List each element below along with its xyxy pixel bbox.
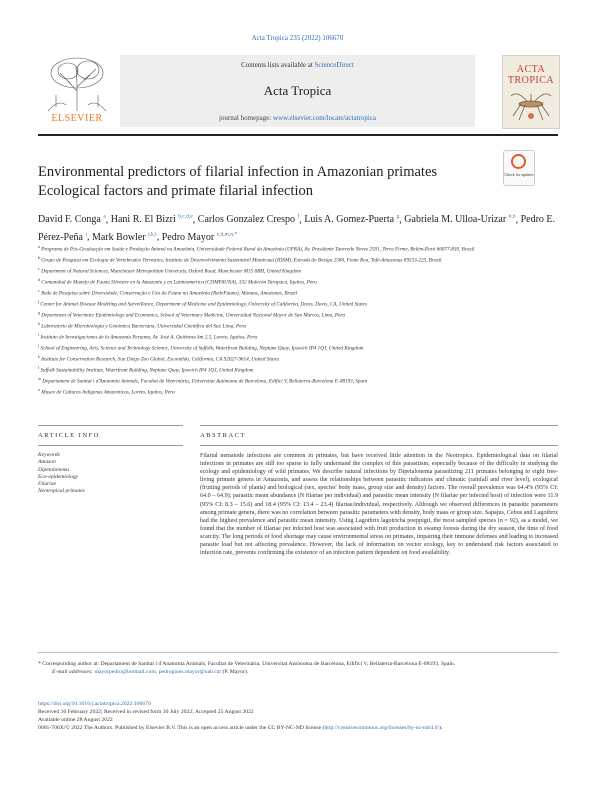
doi-link[interactable]: https://doi.org/10.1016/j.actatropica.2022.106670 bbox=[38, 701, 151, 707]
footnote-rule bbox=[38, 652, 558, 653]
keyword: Filariae bbox=[38, 481, 57, 488]
journal-homepage bbox=[120, 114, 475, 122]
license-link[interactable]: http://creativecommons.org/licenses/by-nc-nd/4.0/ bbox=[324, 725, 440, 731]
affiliation: $^c$ Department of Natural Sciences, Manchester Metropolitan University, Oxford Road, Manchester M15 6BH, United Kingdom bbox=[38, 266, 302, 275]
email-links[interactable]: mayorpedro@hotmail.com, pedrogines.mayor@uab.cat bbox=[94, 669, 222, 675]
journal-reference[interactable]: Acta Tropica 235 (2022) 106670 bbox=[251, 34, 344, 42]
keyword: Amazon bbox=[38, 459, 56, 466]
affiliation: $^k$ Institute for Conservation Research, San Diego Zoo Global, Escondido, California, CA 92027-9614, United States bbox=[38, 354, 280, 364]
affiliation: $^b$ Grupo de Pesquisa em Ecologia de Vertebrados Terrestres, Instituto de Desenvolvimento Sustentável Mamirauá (IDSM), Estrada do Bexiga 2584, Fonte Boa, Tefé-Amazonas 69553-225, Brazil bbox=[38, 255, 442, 264]
author[interactable]: Mark Bowler $^{j,k,l}$ bbox=[92, 231, 157, 243]
corresponding-author-footnote bbox=[38, 660, 558, 676]
affiliation: $^j$ School of Engineering, Arts, Science and Technology Science, University of Suffolk, Waterfront Building, Neptune Quay, Ipswich IP4 1QJ, United Kingdom bbox=[38, 343, 364, 353]
author[interactable]: Carlos Gonzalez Crespo $^f$ bbox=[197, 214, 300, 226]
check-for-updates-badge[interactable] bbox=[503, 150, 535, 186]
author[interactable]: Gabriela M. Ulloa-Urizar $^{h,b}$ bbox=[404, 214, 516, 226]
author[interactable]: Hani R. El Bizri $^{b,c,d,e}$ bbox=[110, 214, 193, 226]
keyword: Neotropical primates bbox=[38, 488, 85, 495]
affiliation: $^a$ Programa de Pós-Graduação em Saúde e Produção Animal na Amazônia, Universidade Federal Rural da Amazônia (UFRA), Av. Presidente Tancredo Neves 2501, Terra Firme, Belém-Pará 66077-830, Brazil bbox=[38, 244, 475, 253]
contents-prefix: Contents lists available at bbox=[241, 61, 315, 69]
email-line: E-mail addresses: mayorpedro@hotmail.com, pedrogines.mayor@uab.cat (P. Mayor). bbox=[52, 669, 249, 675]
check-updates-label: Check for updates bbox=[504, 172, 534, 177]
author-list: David F. Conga $^a$, Hani R. El Bizri $^{b,c,d,e}$, Carlos Gonzalez Crespo $^f$, Luis A. Gomez-Puerta $^g$, Gabriela M. Ulloa-Urizar $^{h,b}$, Pedro E. Pérez-Peña $^i$, Mark Bowler $^{j,k,l}$, Pedro Mayor $^{c,d,m,n,*}$ bbox=[38, 214, 556, 243]
homepage-prefix: journal homepage: bbox=[219, 114, 274, 122]
author[interactable]: Pedro Mayor $^{c,d,m,n,*}$ bbox=[161, 231, 238, 243]
article-title bbox=[38, 163, 498, 201]
author[interactable]: Luis A. Gomez-Puerta $^g$ bbox=[304, 214, 400, 226]
affiliation: $^l$ Suffolk Sustainability Institute, Waterfront Building, Neptune Quay, Ipswich IP4 1QJ, United Kingdom bbox=[38, 365, 254, 375]
homepage-link[interactable]: www.elsevier.com/locate/actatropica bbox=[273, 114, 376, 122]
article-info-rule-top bbox=[38, 425, 183, 426]
contents-line bbox=[120, 61, 475, 69]
mosquito-icon bbox=[503, 56, 559, 128]
keyword: Eco-epidemiology bbox=[38, 473, 79, 480]
abstract-heading: ABSTRACT bbox=[200, 432, 246, 439]
affiliations bbox=[38, 243, 558, 397]
corresponding-text: * Corresponding author at: Departament de Sanitat i d'Anatomia Animals, Facultat de Veterinària, Universitat Autònoma de Barcelona, Edifici V, Bellaterra-Barcelona E-08193, Spain. bbox=[38, 661, 456, 667]
journal-header bbox=[38, 55, 558, 133]
abstract-text: Filarial nematode infections are common in primates, but have received little attention in the Neotropics. Epidemiological data on filarial infections in primates are still too sparse to fully understand the complex of this parasitism, especially because of the difficulty in studying the ecology and epidemiology of wild primates. We describe natural infections by Dipetalonema parasitizing 211 primates belonging to eight free-living primate genera in Amazonia, and assess the relationships between parasitic indicators and climatic (rainfall and river level), ecological (fruiting periods of plants) and biological (sex, species' body mass, group size and density) factors. The overall prevalence was 64.4% (95% CI: 64.0 – 64.9); parasitic mean abundance (N filariae per individual) and parasitic mean intensity (N filariae per infected host) of infection were 11.9 (95% CI: 8.3 – 15.6) and 18.4 (95% CI: 13.4 – 23.4) filariae/individual, respectively. Although we observed differences in parasitic parameters among primate genera, there was no correlation between parasitic parameters with density, body mass or group size. Sapajus, Cebus and Lagothrix had the highest prevalence and parasitic mean intensity. Using Lagothrix lagotricha poeppigii, the most sampled species (n = 92), as a model, we found that the number of filariae per infected host was associated with fruit production in swamp forests during the dry season, the time of food scarcity. The long periods of food shortage may cause environmental stress on primates, impairing their immune defenses and leading to increased parasite load but not affecting prevalence. However, the lack of information on vector ecology, key to understand risk factors associated to infection rate, prevents confirming the existence of an infection pattern dependent on food availability. bbox=[200, 453, 559, 557]
article-history bbox=[38, 700, 558, 732]
check-updates-icon bbox=[511, 154, 526, 169]
available-online: Available online 28 August 2022 bbox=[38, 717, 113, 723]
author[interactable]: David F. Conga $^a$ bbox=[38, 214, 106, 226]
author[interactable]: Pedro E. Pérez-Peña $^i$ bbox=[38, 214, 556, 243]
affiliation: $^e$ Rede de Pesquisa sobre Diversidade, Conservação e Uso da Fauna na Amazônia (RedeFauna), Manaus, Amazonas, Brazil bbox=[38, 288, 298, 297]
abstract-rule-bottom bbox=[200, 445, 558, 446]
header-divider bbox=[38, 134, 558, 136]
affiliation: $^g$ Department of Veterinary Epidemiology and Economics, School of Veterinary Medicine, Universidad Nacional Mayor de San Marcos, Lima, Peru bbox=[38, 310, 345, 319]
affiliation: $^d$ Comunidad de Manejo de Fauna Silvestre en la Amazonía y en Latinoamérica (COMFAUNA), 332 Malecón Tarapacá, Iquitos, Peru bbox=[38, 277, 317, 286]
affiliation: $^f$ Center for Animal Disease Modeling and Surveillance, Department of Medicine and Epidemiology, University of California, Davis, Davis, CA, United States bbox=[38, 299, 367, 308]
journal-banner bbox=[120, 55, 475, 127]
affiliation: $^h$ Laboratorio de Microbiología y Genómica Bacteriana, Universidad Científica del Sur, Lima, Peru bbox=[38, 321, 246, 330]
journal-name: Acta Tropica bbox=[263, 83, 332, 98]
keywords-block bbox=[38, 452, 178, 496]
affiliation: $^n$ Museo de Culturas Indígenas Amazónicas, Loreto, Iquitos, Peru bbox=[38, 387, 175, 397]
cover-title: ACTA TROPICA bbox=[507, 64, 555, 86]
affiliation: $^i$ Instituto de Investigaciones de la Amazonía Peruana, Av. José A. Quiñones km 2.5, Loreto, Iquitos, Peru bbox=[38, 332, 258, 341]
title-line-2: Ecological factors and primate filarial infection bbox=[38, 183, 313, 199]
affiliation: $^m$ Departament de Sanitat i d'Anatomia Animals, Facultat de Veterinària, Universitat Autònoma de Barcelona, Edifici V, Bellaterra-Barcelona E-08193, Spain bbox=[38, 376, 368, 386]
elsevier-logo[interactable] bbox=[38, 55, 116, 127]
received-dates: Received 16 February 2022; Received in revised form 30 July 2022; Accepted 25 August 2022 bbox=[38, 709, 254, 715]
license-line: 0001-706X/© 2022 The Authors. Published by Elsevier B.V. This is an open access article under the CC BY-NC-ND license (http://creativecommons.org/licenses/by-nc-nd/4.0/). bbox=[38, 725, 443, 731]
abstract-rule-top bbox=[200, 425, 558, 426]
title-line-1: Environmental predictors of filarial infection in Amazonian primates bbox=[38, 164, 438, 180]
sciencedirect-link[interactable]: ScienceDirect bbox=[314, 61, 354, 69]
elsevier-tree-icon bbox=[38, 55, 116, 113]
elsevier-wordmark: ELSEVIER bbox=[51, 113, 103, 124]
article-info-heading: ARTICLE INFO bbox=[38, 432, 100, 439]
article-info-rule-bottom bbox=[38, 445, 183, 446]
keyword: Dipetalonema bbox=[38, 466, 70, 473]
journal-cover[interactable] bbox=[502, 55, 560, 129]
keywords-label: Keywords bbox=[38, 452, 60, 458]
